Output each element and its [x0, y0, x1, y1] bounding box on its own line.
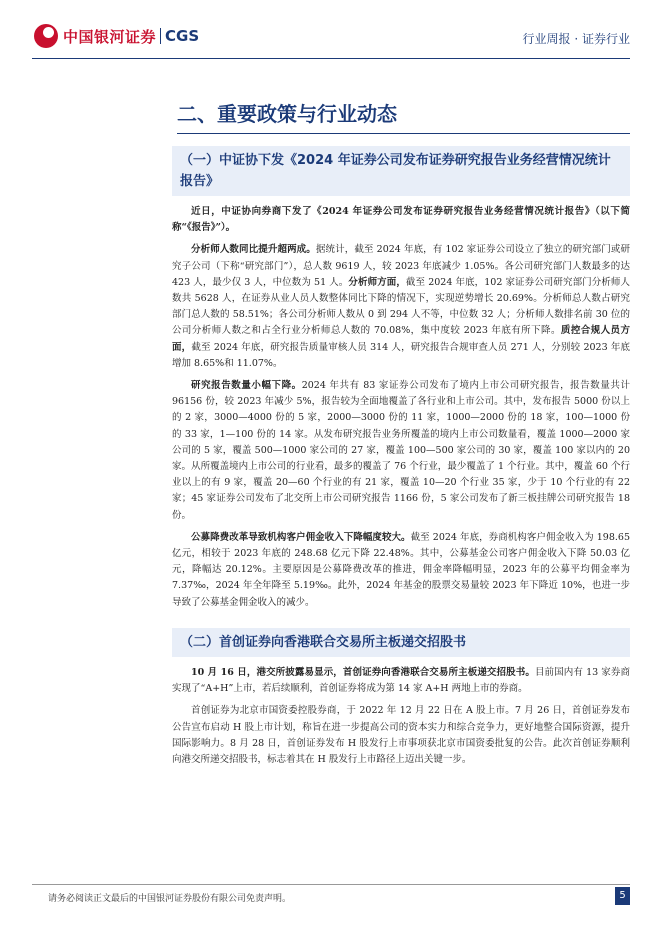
report-type: 行业周报 · 证券行业: [522, 32, 630, 46]
section-title: 二、重要政策与行业动态: [177, 102, 397, 126]
paragraph-reports: [172, 378, 630, 524]
analysts-text-1: 据统计，截至 2024 年底，有 102 家证券公司设立了独立的研究部门或研究子公司（下称“研究部门”），总人数 9619 人，较 2023 年底减少 1.05%。各公司研究部门人数最多的达 423 人，最少仅 3 人，中位数为 51 人。: [172, 244, 630, 288]
page-header: [0, 0, 662, 64]
footer-disclaimer: 请务必阅读正文最后的中国银河证券股份有限公司免责声明。: [48, 894, 292, 904]
logo-en: CGS: [165, 27, 200, 45]
paragraph-commission: [172, 530, 630, 611]
paragraph-ipo: [172, 665, 630, 697]
background-text: 首创证券为北京市国资委控股券商，于 2022 年 12 月 22 日在 A 股上市。7 月 26 日，首创证券发布公告宣布启动 H 股上市计划，称旨在进一步提高公司的资本实力和综合竞争力，更好地整合国际资源，提升国际影响力。8 月 28 日，首创证券发布 H 股发行上市事项获北京市国资委批复的公告。此次首创证券顺利向港交所递交招股书，标志着其在 H 股发行上市路径上迈出关键一步。: [172, 705, 630, 766]
reports-text: 2024 年共有 83 家证券公司发布了境内上市公司研究报告，报告数量共计 96156 份，较 2023 年减少 5%，报告较为全面地覆盖了各行业和上市公司。其中，发布报告 5000 份以上的 2 家，3000—4000 份的 5 家，2000—3000 份的 11 家，1000—2000 份的 18 家，100—1000 份的 33 家，1—100 份的 14 家。从发布研究报告业务所覆盖的境内上市公司数量看，覆盖 1000—2000 家公司的 5 家，覆盖 500—1000 家公司的 27 家，覆盖 100—500 家公司的 30 家，覆盖 100 家以内的 20 家。从所覆盖境内上市公司的行业看，最多的覆盖了 76 个行业，最少覆盖了 1 个行业。其中，覆盖 60 个行业以上的有 9 家，覆盖 20—60 个行业的有 21 家，覆盖 10—20 个行业 35 家，少于 10 个行业的有 22 家；45 家证券公司发布了北交所上市公司研究报告 1166 份，5 家公司发布了新三板挂牌公司研究报告 18 份。: [172, 380, 630, 521]
footer-divider: [32, 884, 630, 885]
subsection-1-title-box: [172, 146, 630, 196]
page-number: 5: [615, 887, 630, 905]
intro-bold: 近日，中证协向券商下发了《2024 年证券公司发布证券研究报告业务经营情况统计报告》（以下简称“《报告》”）。: [172, 206, 630, 234]
analysts-lead-2: 分析师方面，: [348, 276, 406, 288]
company-logo: [34, 24, 199, 48]
section-divider: [177, 133, 630, 134]
logo-divider: [160, 28, 161, 44]
subsection-2-title: （二）首创证券向香港联合交易所主板递交招股书: [180, 635, 467, 650]
subsection-2-title-box: [172, 628, 630, 657]
analysts-text-2: 截至 2024 年底，102 家证券公司研究部门分析师人数共 5628 人，在证券从业人员人数整体同比下降的情况下，实现逆势增长 20.69%。分析师总人数占研究部门总人数的 58.51%；各公司分析师人数从 0 到 294 人不等，中位数 32 人；分析师人数排名前 30 位的公司分析师人数之和占全行业分析师总人数的 70.08%，集中度较 2023 年底有所下降。: [172, 276, 630, 337]
header-divider: [32, 58, 630, 59]
subsection-1-title: （一）中证协下发《2024 年证券公司发布证券研究报告业务经营情况统计报告》: [180, 153, 611, 189]
paragraph-intro: [172, 204, 630, 236]
commission-text: 截至 2024 年底，券商机构客户佣金收入为 198.65 亿元，相较于 2023 年底的 248.68 亿元下降 22.48%。其中，公募基金公司客户佣金收入下降 50.03 亿元，降幅达 20.12%。主要原因是公募降费改革的推进，佣金率降幅明显，2023 年的公募平均佣金率为 7.37‰，2024 年全年降至 5.19‰。此外，2024 年基金的股票交易量较 2023 年下降近 10%，也进一步导致了公募基金佣金收入的减少。: [172, 531, 630, 608]
paragraph-background: [172, 703, 630, 768]
ipo-lead: 10 月 16 日，港交所披露易显示，首创证券向香港联合交易所主板递交招股书。: [191, 667, 535, 678]
logo-mark-icon: [34, 24, 58, 48]
analysts-lead: 分析师人数同比提升超两成。: [191, 244, 316, 256]
compliance-text: 截至 2024 年底，研究报告质量审核人员 314 人，研究报告合规审查人员 271 人，分别较 2023 年底增加 8.65%和 11.07%。: [172, 341, 630, 369]
reports-lead: 研究报告数量小幅下降。: [191, 380, 302, 392]
ipo-text: 目前国内有 13 家券商实现了“A+H”上市，若后续顺利，首创证券将成为第 14 家 A+H 两地上市的券商。: [172, 667, 630, 695]
commission-lead: 公募降费改革导致机构客户佣金收入下降幅度较大。: [191, 531, 411, 543]
subsection-2: [172, 628, 630, 768]
compliance-lead: 质控合规人员方面，: [172, 325, 630, 353]
logo-text: 中国银河证券: [63, 27, 157, 46]
subsection-1: [172, 146, 630, 611]
paragraph-analysts: [172, 242, 630, 372]
